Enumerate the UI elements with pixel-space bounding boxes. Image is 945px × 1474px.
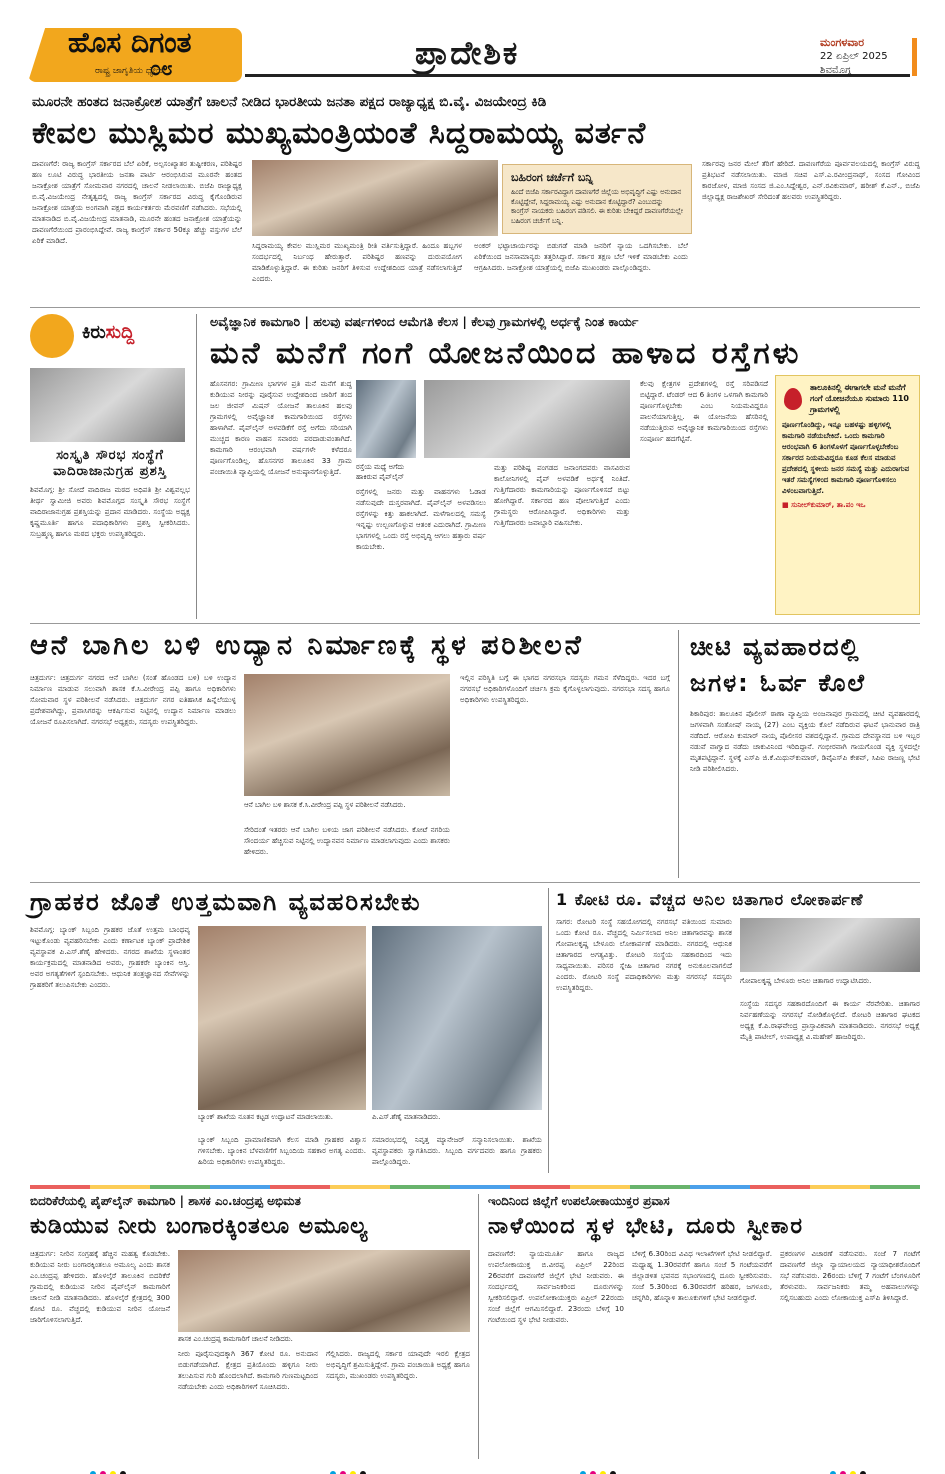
story2-photo-signboard xyxy=(356,380,416,458)
section-title: ಪ್ರಾದೇಶಿಕ xyxy=(415,34,520,72)
masthead xyxy=(0,0,945,90)
kiru-suddi-icon xyxy=(30,314,74,358)
story2-col3-text: ಮತ್ತು ಪರಿಶಿಷ್ಟ ಪಂಗಡದ ಜನಾಂಗದವರು ವಾಸವಿರುವ ಕಾಲೋನಿಗಳಲ್ಲಿ ಪೈಪ್ ಅಳವಡಿಕೆ ಅರ್ಧಕ್ಕೆ ನಿಂತಿದೆ. ಗುತ್ತಿಗೆದಾರರು ಕಾಮಗಾರಿಯನ್ನು ಪೂರ್ಣಗೊಳಿಸದೆ ಬಿಟ್ಟು ಹೋಗಿದ್ದಾರೆ. ಸರ್ಕಾರದ ಹಣ ಪೋಲಾಗುತ್ತಿದೆ ಎಂದು ಗ್ರಾಮಸ್ಥರು ಆರೋಪಿಸಿದ್ದಾರೆ. ಅಧಿಕಾರಿಗಳು ಮತ್ತು ಗುತ್ತಿಗೆದಾರರು ಜವಾಬ್ದಾರಿ ವಹಿಸಬೇಕು. xyxy=(494,463,630,527)
story2-col4-text: ಕೆಲವು ಕ್ಷೇತ್ರಗಳ ಪ್ರದೇಶಗಳಲ್ಲಿ ರಸ್ತೆ ಸರಿಪಡಿಸದೆ ಬಿಟ್ಟಿದ್ದಾರೆ. ಟೆಂಡರ್ ಆದ 6 ತಿಂಗಳ ಒಳಗಾಗಿ ಕಾಮಗಾರಿ ಪೂರ್ಣಗೊಳ್ಳಬೇಕು ಎಂಬ ನಿಯಮವಿದ್ದರೂ ಪಾಲನೆಯಾಗುತ್ತಿಲ್ಲ. ಈ ಯೋಜನೆಯ ಹೆಸರಿನಲ್ಲಿ ನಡೆಯುತ್ತಿರುವ ಅವೈಜ್ಞಾನಿಕ ಕಾಮಗಾರಿಯಿಂದ ರಸ್ತೆಗಳು ಸಂಪೂರ್ಣ ಹದಗೆಟ್ಟಿವೆ. xyxy=(640,379,768,443)
story3-photo-caption: ಆನೆ ಬಾಗಿಲ ಬಳಿ ಶಾಸಕ ಕೆ.ಸಿ.ವೀರೇಂದ್ರ ಪಪ್ಪಿ ಸ್ಥಳ ಪರಿಶೀಲನೆ ನಡೆಸಿದರು. xyxy=(244,801,406,809)
story1-col4-text: ಸರ್ಕಾರವು ಜನರ ಮೇಲೆ ತೆರಿಗೆ ಹೇರಿದೆ. ದಾವಣಗೆರೆಯ ಪೂರ್ವವಲಯದಲ್ಲಿ ಕಾಂಗ್ರೆಸ್ ವಿರುದ್ಧ ಪ್ರತಿಭಟನೆ ನಡೆಸಲಾಯಿತು. ಮಾಜಿ ಸಚಿವ ಎಸ್.ಎ.ರವೀಂದ್ರನಾಥ್, ಸಂಸದ ಗೋವಿಂದ ಕಾರಜೋಳ, ಮಾಜಿ ಸಂಸದ ಜಿ.ಎಂ.ಸಿದ್ದೇಶ್ವರ, ಎನ್.ರವಿಕುಮಾರ್, ಹರೀಶ್ ಕೆ.ಎನ್., ಬಿಜೆಪಿ ಜಿಲ್ಲಾಧ್ಯಕ್ಷ ರಾಜಶೇಖರ್ ಸೇರಿದಂತೆ ಹಲವರು ಉಪಸ್ಥಿತರಿದ್ದರು. xyxy=(702,159,920,201)
story5-photo-a xyxy=(198,926,366,1110)
column-divider xyxy=(196,314,197,619)
sidebar-author: ■ ಸುನೀಲ್‌ಕುಮಾರ್, ತಾ.ಪಂ ಇಒ xyxy=(782,500,866,509)
story7-col2-text: ನೀರು ಪೂರೈಸುವುದಕ್ಕಾಗಿ 367 ಕೋಟಿ ರೂ. ಅನುದಾನ ಬಿಡುಗಡೆಯಾಗಿದೆ. ಕ್ಷೇತ್ರದ ಪ್ರತಿಯೊಂದು ಹಳ್ಳಿಗೂ ನೀರು ತಲುಪಿಸುವ ಗುರಿ ಹೊಂದಲಾಗಿದೆ. ಕಾಮಗಾರಿ ಗುಣಮಟ್ಟದಿಂದ ನಡೆಯಬೇಕು ಎಂದು ಅಧಿಕಾರಿಗಳಿಗೆ ಸೂಚಿಸಿದರು. xyxy=(178,1349,318,1391)
story6-photo-caption: ಗೋಪಾಲಕೃಷ್ಣ ಬೇಳೂರು ಅನಿಲ ಚಿತಾಗಾರ ಉದ್ಘಾಟಿಸಿದರು. xyxy=(740,977,872,985)
story4-body-text: ಶಿಕಾರಿಪುರ: ತಾಲೂಕಿನ ಪೊಲೀಸ್ ಠಾಣಾ ವ್ಯಾಪ್ತಿಯ ಅಂಜನಾಪುರ ಗ್ರಾಮದಲ್ಲಿ ಚೀಟಿ ವ್ಯವಹಾರದಲ್ಲಿ ಜಗಳವಾಗಿ ಸಂತೋಷ್ ನಾಯ್ಕ (27) ಎಂಬ ವ್ಯಕ್ತಿಯ ಕೊಲೆ ನಡೆದಿರುವ ಘಟನೆ ಭಾನುವಾರ ರಾತ್ರಿ ನಡೆದಿದೆ. ಆರೋಪಿ ಕುಮಾರ್ ನಾಯ್ಕ ಪೊಲೀಸರ ವಶದಲ್ಲಿದ್ದಾನೆ. ಗ್ರಾಮದ ದೇವಸ್ಥಾನದ ಬಳಿ ಇಬ್ಬರ ನಡುವೆ ವಾಗ್ವಾದ ನಡೆದು ಚಾಕುವಿನಿಂದ ಇರಿದಿದ್ದಾನೆ. ಗಂಭೀರವಾಗಿ ಗಾಯಗೊಂಡ ವ್ಯಕ್ತಿ ಸ್ಥಳದಲ್ಲೇ ಮೃತಪಟ್ಟಿದ್ದಾನೆ. ಸ್ಥಳಕ್ಕೆ ಎಸ್‌ಪಿ ಜಿ.ಕೆ.ಮಿಥುನ್‌ಕುಮಾರ್, ಡಿವೈಎಸ್‌ಪಿ ಕೇಶವ್, ಸಿಪಿಐ ರಾಜಣ್ಣ ಭೇಟಿ ನೀಡಿ ಪರಿಶೀಲಿಸಿದರು. xyxy=(690,709,920,773)
story8-col2 xyxy=(632,1248,772,1458)
edition-city: ಶಿವಮೊಗ್ಗ xyxy=(820,65,852,76)
story6-headline: 1 ಕೋಟಿ ರೂ. ವೆಚ್ಚದ ಅನಿಲ ಚಿತಾಗಾರ ಲೋಕಾರ್ಪಣೆ xyxy=(556,890,864,909)
weekday: ಮಂಗಳವಾರ xyxy=(820,36,865,49)
registration-dots xyxy=(580,1462,640,1470)
story3-headline: ಆನೆ ಬಾಗಿಲ ಬಳಿ ಉದ್ಯಾನ ನಿರ್ಮಾಣಕ್ಕೆ ಸ್ಥಳ ಪರಿಶೀಲನೆ xyxy=(30,630,584,661)
story2-col4 xyxy=(640,378,768,618)
story3-col3 xyxy=(460,672,670,874)
story7-col1-text: ಚಿತ್ರದುರ್ಗ: ನೀರಿನ ಸಂಗ್ರಹಕ್ಕೆ ಹೆಚ್ಚಿನ ಮಹತ್ವ ಕೊಡಬೇಕು. ಕುಡಿಯುವ ನೀರು ಬಂಗಾರಕ್ಕಿಂತಲೂ ಅಮೂಲ್ಯ ಎಂದು ಶಾಸಕ ಎಂ.ಚಂದ್ರಪ್ಪ ಹೇಳಿದರು. ಹೊಳಲ್ಕೆರೆ ತಾಲೂಕಿನ ಬಿದರಿಕೆರೆ ಗ್ರಾಮದಲ್ಲಿ ಕುಡಿಯುವ ನೀರಿನ ಪೈಪ್‌ಲೈನ್ ಕಾಮಗಾರಿಗೆ ಚಾಲನೆ ನೀಡಿ ಮಾತನಾಡಿದರು. ಹೊಳಲ್ಕೆರೆ ಕ್ಷೇತ್ರದಲ್ಲಿ 300 ಕೋಟಿ ರೂ. ವೆಚ್ಚದಲ್ಲಿ ಕುಡಿಯುವ ನೀರಿನ ಯೋಜನೆ ಜಾರಿಗೊಳಿಸಲಾಗುತ್ತಿದೆ. xyxy=(30,1249,170,1324)
story1-headline: ಕೇವಲ ಮುಸ್ಲಿಮರ ಮುಖ್ಯಮಂತ್ರಿಯಂತೆ ಸಿದ್ದರಾಮಯ್ಯ ವರ್ತನೆ xyxy=(32,116,647,151)
story4-headline-line1: ಚೀಟಿ ವ್ಯವಹಾರದಲ್ಲಿ xyxy=(690,633,861,661)
story5-col1-text: ಶಿವಮೊಗ್ಗ: ಬ್ಯಾಂಕ್ ಸಿಬ್ಬಂದಿ ಗ್ರಾಹಕರ ಜೊತೆ ಉತ್ತಮ ಬಾಂಧವ್ಯ ಇಟ್ಟುಕೊಂಡು ವ್ಯವಹರಿಸಬೇಕು ಎಂದು ಕರ್ಣಾಟಕ ಬ್ಯಾಂಕ್ ಪ್ರಾದೇಶಿಕ ವ್ಯವಸ್ಥಾಪಕ ಪಿ.ಎಸ್.ಶೆಣೈ ಹೇಳಿದರು. ನಗರದ ಶಾಖೆಯ ಸ್ಥಳಾಂತರ ಕಾರ್ಯಕ್ರಮದಲ್ಲಿ ಮಾತನಾಡಿದ ಅವರು, ಗ್ರಾಹಕರೇ ಬ್ಯಾಂಕಿನ ಆಸ್ತಿ. ಅವರ ಅಗತ್ಯತೆಗಳಿಗೆ ಸ್ಪಂದಿಸಬೇಕು. ಆಧುನಿಕ ತಂತ್ರಜ್ಞಾನದ ಸೇವೆಗಳನ್ನು ಗ್ರಾಹಕರಿಗೆ ತಲುಪಿಸಬೇಕು ಎಂದರು. xyxy=(30,925,190,989)
story2-col2 xyxy=(356,486,486,618)
story3-col1 xyxy=(30,672,236,874)
story2-sidebar xyxy=(775,375,920,615)
story7-kicker: ಬಿದರಿಕೆರೆಯಲ್ಲಿ ಪೈಪ್‌ಲೈನ್ ಕಾಮಗಾರಿ | ಶಾಸಕ ಎಂ.ಚಂದ್ರಪ್ಪ ಅಭಿಮತ xyxy=(30,1194,301,1208)
story4-headline-line2: ಜಗಳ: ಓರ್ವ ಕೊಲೆ xyxy=(690,669,867,697)
issue-date: 22 ಏಪ್ರಿಲ್ 2025 xyxy=(820,51,888,62)
registration-dots xyxy=(830,1462,890,1470)
section-stripe xyxy=(30,1185,920,1189)
column-divider xyxy=(548,888,549,1173)
story6-col1 xyxy=(556,916,732,1168)
story5-col2-text: ಬ್ಯಾಂಕ್ ಸಿಬ್ಬಂದಿ ಪ್ರಾಮಾಣಿಕವಾಗಿ ಕೆಲಸ ಮಾಡಿ ಗ್ರಾಹಕರ ವಿಶ್ವಾಸ ಗಳಿಸಬೇಕು. ಬ್ಯಾಂಕಿನ ಬೆಳವಣಿಗೆಗೆ ಸಿಬ್ಬಂದಿಯ ಸಹಕಾರ ಅಗತ್ಯ ಎಂದರು. ಹಿರಿಯ ಅಧಿಕಾರಿಗಳು ಉಪಸ್ಥಿತರಿದ್ದರು. xyxy=(198,1135,366,1166)
kiru-suddi-body xyxy=(30,484,190,616)
kiru-suddi-headline: ಸಂಸ್ಕೃತಿ ಸೌರಭ ಸಂಸ್ಥೆಗೆ ವಾದಿರಾಜಾನುಗ್ರಹ ಪ್ರಶಸ್ತಿ xyxy=(53,448,167,479)
story7-col2 xyxy=(178,1348,318,1458)
story1-col2-text: ಸಿದ್ದರಾಮಯ್ಯ ಕೇವಲ ಮುಸ್ಲಿಮರ ಮುಖ್ಯಮಂತ್ರಿ ರೀತಿ ವರ್ತಿಸುತ್ತಿದ್ದಾರೆ. ಹಿಂದೂ ಹಬ್ಬಗಳ ಸಂದರ್ಭದಲ್ಲಿ ನಿರ್ಬಂಧ ಹೇರುತ್ತಾರೆ. ಪರಿಶಿಷ್ಟರ ಹಣವನ್ನು ದುರುಪಯೋಗ ಮಾಡಿಕೊಳ್ಳುತ್ತಿದ್ದಾರೆ. ಈ ಕುರಿತು ಜನರಿಗೆ ತಿಳಿಸುವ ಉದ್ದೇಶದಿಂದ ಯಾತ್ರೆ ನಡೆಸಲಾಗುತ್ತಿದೆ ಎಂದರು. xyxy=(252,241,462,283)
story2-kicker: ಅವೈಜ್ಞಾನಿಕ ಕಾಮಗಾರಿ | ಹಲವು ವರ್ಷಗಳಿಂದ ಆಮೆಗತಿ ಕೆಲಸ | ಕೆಲವು ಗ್ರಾಮಗಳಲ್ಲಿ ಅರ್ಧಕ್ಕೆ ನಿಂತ ಕಾರ್ಯ xyxy=(210,314,639,329)
accent-bar xyxy=(912,38,917,76)
story6-col1-text: ಸಾಗರ: ರೋಟರಿ ಸಂಸ್ಥೆ ಸಹಯೋಗದಲ್ಲಿ ನಗರಸಭೆ ವತಿಯಿಂದ ಸುಮಾರು ಒಂದು ಕೋಟಿ ರೂ. ವೆಚ್ಚದಲ್ಲಿ ನಿರ್ಮಿಸಲಾದ ಅನಿಲ ಚಿತಾಗಾರವನ್ನು ಶಾಸಕ ಗೋಪಾಲಕೃಷ್ಣ ಬೇಳೂರು ಲೋಕಾರ್ಪಣೆ ಮಾಡಿದರು. ನಗರದಲ್ಲಿ ಆಧುನಿಕ ಚಿತಾಗಾರದ ಅಗತ್ಯವಿತ್ತು. ರೋಟರಿ ಸಂಸ್ಥೆಯ ಸಹಕಾರದಿಂದ ಇದು ಸಾಧ್ಯವಾಯಿತು. ಪರಿಸರ ಸ್ನೇಹಿ ಚಿತಾಗಾರ ನಗರಕ್ಕೆ ಅನುಕೂಲವಾಗಲಿದೆ ಎಂದರು. ರೋಟರಿ ಸಂಸ್ಥೆ ಪದಾಧಿಕಾರಿಗಳು ಮತ್ತು ನಗರಸಭೆ ಸದಸ್ಯರು ಉಪಸ್ಥಿತರಿದ್ದರು. xyxy=(556,917,732,992)
callout-body: ಹಿಂದೆ ಬಿಜೆಪಿ ಸರ್ಕಾರವಿದ್ದಾಗ ದಾವಣಗೆರೆ ಜಿಲ್ಲೆಯ ಅಭಿವೃದ್ಧಿಗೆ ಎಷ್ಟು ಅನುದಾನ ಕೊಟ್ಟಿದ್ದೇವೆ, ಸಿದ್ದರಾಮಯ್ಯ ಎಷ್ಟು ಅನುದಾನ ಕೊಟ್ಟಿದ್ದಾರೆ? ಎಂಬುದನ್ನು ಕಾಂಗ್ರೆಸ್ ನಾಯಕರು ಬಹಿರಂಗ ಪಡಿಸಲಿ. ಈ ಕುರಿತು ಬೇಕಿದ್ದರೆ ದಾವಣಗೆರೆಯಲ್ಲೇ ಬಹಿರಂಗ ಚರ್ಚೆಗೆ ಬನ್ನಿ. xyxy=(511,188,683,225)
story2-photo-road xyxy=(424,380,630,458)
story7-photo xyxy=(178,1250,470,1332)
story5-photo-caption-a: ಬ್ಯಾಂಕ್ ಶಾಖೆಯ ನೂತನ ಕಟ್ಟಡ ಉದ್ಘಾಟನೆ ಮಾಡಲಾಯಿತು. xyxy=(198,1113,333,1121)
story1-photo xyxy=(252,160,498,236)
story8-headline: ನಾಳೆಯಿಂದ ಸ್ಥಳ ಭೇಟಿ, ದೂರು ಸ್ವೀಕಾರ xyxy=(488,1214,805,1239)
story1-col4 xyxy=(702,158,920,303)
story2-col2-text: ರಸ್ತೆಗಳಲ್ಲಿ ಜನರು ಮತ್ತು ವಾಹನಗಳು ಓಡಾಡ ನಡೆಸುವುದೇ ದುಸ್ತರವಾಗಿದೆ. ಪೈಪ್‌ಲೈನ್ ಅಳವಡಿಸಲು ರಸ್ತೆಗಳನ್ನು ಕಿತ್ತು ಹಾಕಲಾಗಿದೆ. ಮಳೆಗಾಲದಲ್ಲಿ ಸಮಸ್ಯೆ ಇನ್ನಷ್ಟು ಉಲ್ಬಣಗೊಳ್ಳುವ ಆತಂಕ ಎದುರಾಗಿದೆ. ಗ್ರಾಮೀಣ ಭಾಗಗಳಲ್ಲಿ ಒಂದು ರಸ್ತೆ ಅಭಿವೃದ್ಧಿ ಆಗಲು ಹತ್ತಾರು ವರ್ಷ ಕಾಯಬೇಕು. xyxy=(356,487,486,551)
story3-col2-text: ಸೇರಿದಂತೆ ಇತರರು ಆನೆ ಬಾಗಿಲ ಬಳಿಯ ಜಾಗ ಪರಿಶೀಲನೆ ನಡೆಸಿದರು. ಕೋಟೆ ನಗರಿಯ ಸೌಂದರ್ಯ ಹೆಚ್ಚಿಸುವ ನಿಟ್ಟಿನಲ್ಲಿ ಉದ್ಯಾನವನ ನಿರ್ಮಾಣ ಮಾಡಲಾಗುವುದು ಎಂದು ಶಾಸಕರು ಹೇಳಿದರು. xyxy=(244,825,450,856)
story7-col3-text: ಗೆಲ್ಲಿಸಿದರು. ರಾಜ್ಯದಲ್ಲಿ ಸರ್ಕಾರ ಯಾವುದೇ ಇರಲಿ ಕ್ಷೇತ್ರದ ಅಭಿವೃದ್ಧಿಗೆ ಶ್ರಮಿಸುತ್ತಿದ್ದೇನೆ. ಗ್ರಾಮ ಪಂಚಾಯಿತಿ ಅಧ್ಯಕ್ಷೆ ಹಾಗೂ ಸದಸ್ಯರು, ಮುಖಂಡರು ಉಪಸ್ಥಿತರಿದ್ದರು. xyxy=(326,1349,470,1380)
story1-col3-text: ಅಂಕರ್‌ ಭಟ್ಟಾಚಾರ್ಯರನ್ನು ಬಿಡುಗಡೆ ಮಾಡಿ ಜನರಿಗೆ ನ್ಯಾಯ ಒದಗಿಸಬೇಕು. ಬೆಲೆ ಏರಿಕೆಯಿಂದ ಜನಸಾಮಾನ್ಯರು ತತ್ತರಿಸಿದ್ದಾರೆ. ಸರ್ಕಾರ ತಕ್ಷಣ ಬೆಲೆ ಇಳಿಕೆ ಮಾಡಬೇಕು ಎಂದು ಆಗ್ರಹಿಸಿದರು. ಜನಾಕ್ರೋಶ ಯಾತ್ರೆಯಲ್ಲಿ ಬಿಜೆಪಿ ಮುಖಂಡರು ಪಾಲ್ಗೊಂಡಿದ್ದರು. xyxy=(474,241,688,272)
story2-col1 xyxy=(210,378,352,618)
story5-col3-text: ಸಮಾರಂಭದಲ್ಲಿ ನಿವೃತ್ತ ಮ್ಯಾನೇಜರ್ ಸನ್ಮಾನಿಸಲಾಯಿತು. ಶಾಖೆಯ ವ್ಯವಸ್ಥಾಪಕರು ಸ್ವಾಗತಿಸಿದರು. ಸಿಬ್ಬಂದಿ ವರ್ಗದವರು ಹಾಗೂ ಗ್ರಾಹಕರು ಪಾಲ್ಗೊಂಡಿದ್ದರು. xyxy=(372,1135,542,1166)
story8-col2-text: ಬೆಳಿಗ್ಗೆ 6.30ರಿಂದ ವಿವಿಧ ಇಲಾಖೆಗಳಿಗೆ ಭೇಟಿ ನೀಡಲಿದ್ದಾರೆ. ಮಧ್ಯಾಹ್ನ 1.30ರವರೆಗೆ ಹಾಗೂ ಸಂಜೆ 5 ಗಂಟೆಯವರೆಗೆ ಜಿಲ್ಲಾಡಳಿತ ಭವನದ ಸಭಾಂಗಣದಲ್ಲಿ ದೂರು ಸ್ವೀಕರಿಸುವರು. ಸಂಜೆ 5.30ರಿಂದ 6.30ರವರೆಗೆ ಹರಿಹರ, ಜಗಳೂರು, ಚನ್ನಗಿರಿ, ಹೊನ್ನಾಳಿ ತಾಲೂಕುಗಳಿಗೆ ಭೇಟಿ ನೀಡಲಿದ್ದಾರೆ. xyxy=(632,1249,772,1302)
story7-headline: ಕುಡಿಯುವ ನೀರು ಬಂಗಾರಕ್ಕಿಂತಲೂ ಅಮೂಲ್ಯ xyxy=(30,1214,369,1239)
story2-headline: ಮನೆ ಮನೆಗೆ ಗಂಗೆ ಯೋಜನೆಯಿಂದ ಹಾಳಾದ ರಸ್ತೆಗಳು xyxy=(210,336,802,371)
story2-photo-caption: ರಸ್ತೆಯ ಮಧ್ಯೆ ಅಗೆದು ಹಾಕಿರುವ ಪೈಪ್‌ಲೈನ್ xyxy=(356,463,405,481)
story6-col2-text: ಸಂಸ್ಥೆಯ ಸದಸ್ಯರ ಸಹಕಾರದೊಂದಿಗೆ ಈ ಕಾರ್ಯ ನೆರವೇರಿತು. ಚಿತಾಗಾರ ನಿರ್ವಹಣೆಯನ್ನು ನಗರಸಭೆ ನೋಡಿಕೊಳ್ಳಲಿದೆ. ರೋಟರಿ ಚಿತಾಗಾರ ಘಟಕದ ಅಧ್ಯಕ್ಷ ಕೆ.ಪಿ.ರಾಘವೇಂದ್ರ ಪ್ರಾಸ್ತಾವಿಕವಾಗಿ ಮಾತನಾಡಿದರು. ನಗರಸಭೆ ಅಧ್ಯಕ್ಷೆ ಮೈತ್ರಿ ಪಾಟೀಲ್, ಉಪಾಧ್ಯಕ್ಷ ವಿ.ಮಹೇಶ್ ಹಾಜರಿದ್ದರು. xyxy=(740,999,920,1041)
story3-col2 xyxy=(244,824,450,874)
kiru-label-b: ಸುದ್ದಿ xyxy=(105,322,135,343)
story6-photo xyxy=(740,918,920,972)
kiru-suddi-badge xyxy=(30,314,185,358)
story8-col3-text: ಪ್ರಕರಣಗಳ ವಿಚಾರಣೆ ನಡೆಸುವರು. ಸಂಜೆ 7 ಗಂಟೆಗೆ ದಾವಣಗೆರೆ ಜಿಲ್ಲಾ ನ್ಯಾಯಾಲಯದ ನ್ಯಾಯಾಧೀಶರೊಂದಿಗೆ ಸಭೆ ನಡೆಸುವರು. 26ರಂದು ಬೆಳಿಗ್ಗೆ 7 ಗಂಟೆಗೆ ಬೆಂಗಳೂರಿಗೆ ತೆರಳುವರು. ಸಾರ್ವಜನಿಕರು ತಮ್ಮ ಅಹವಾಲುಗಳನ್ನು ಸಲ್ಲಿಸಬಹುದು ಎಂದು ಲೋಕಾಯುಕ್ತ ಎಸ್‌ಪಿ ತಿಳಿಸಿದ್ದಾರೆ. xyxy=(780,1249,920,1302)
kiru-suddi-photo xyxy=(30,368,185,442)
story8-kicker: ಇಂದಿನಿಂದ ಜಿಲ್ಲೆಗೆ ಉಪಲೋಕಾಯುಕ್ತರ ಪ್ರವಾಸ xyxy=(488,1194,670,1208)
masthead-rule xyxy=(245,74,910,77)
story1-col1-text: ದಾವಣಗೆರೆ: ರಾಜ್ಯ ಕಾಂಗ್ರೆಸ್ ಸರ್ಕಾರದ ಬೆಲೆ ಏರಿಕೆ, ಅಲ್ಪಸಂಖ್ಯಾತರ ತುಷ್ಟೀಕರಣ, ಪರಿಶಿಷ್ಟರ ಹಣ ಲೂಟಿ ವಿರುದ್ಧ ಭಾರತೀಯ ಜನತಾ ಪಾರ್ಟಿ ಆರಂಭಿಸಿರುವ ಮೂರನೇ ಹಂತದ ಜನಾಕ್ರೋಶ ಯಾತ್ರೆಗೆ ಸೋಮವಾರ ನಗರದಲ್ಲಿ ಚಾಲನೆ ನೀಡಲಾಯಿತು. ಬಿಜೆಪಿ ರಾಜ್ಯಾಧ್ಯಕ್ಷ ಬಿ.ವೈ.ವಿಜಯೇಂದ್ರ ನೇತೃತ್ವದಲ್ಲಿ ರಾಜ್ಯ ಕಾಂಗ್ರೆಸ್ ಸರ್ಕಾರದ ವಿರುದ್ಧ ಕೈಗೊಂಡಿರುವ ಜನಾಕ್ರೋಶ ಯಾತ್ರೆಯ ಅಂಗವಾಗಿ ಪಕ್ಷದ ಕಾರ್ಯಕರ್ತರು ಮೆರವಣಿಗೆ ನಡೆಸಿದರು. ಸಭೆಯಲ್ಲಿ ಮಾತನಾಡಿದ ಬಿ.ವೈ.ವಿಜಯೇಂದ್ರ ಮಾತನಾಡಿ, ಮೂರನೇ ಹಂತದ ಜನಾಕ್ರೋಶ ಯಾತ್ರೆಯನ್ನು ದಾವಣಗೆರೆಯಿಂದ ಪ್ರಾರಂಭಿಸಿದ್ದೇವೆ. ರಾಜ್ಯ ಕಾಂಗ್ರೆಸ್ ಸರ್ಕಾರ 50ಕ್ಕೂ ಹೆಚ್ಚು ವಸ್ತುಗಳ ಬೆಲೆ ಏರಿಕೆ ಮಾಡಿದೆ. xyxy=(32,159,242,245)
story8-col3 xyxy=(780,1248,920,1458)
story4-body xyxy=(690,708,920,874)
story1-callout xyxy=(502,164,692,234)
story3-col3-text: ಇಲ್ಲಿನ ಪರಿಸ್ಥಿತಿ ಬಗ್ಗೆ ಈ ಭಾಗದ ನಗರಸಭಾ ಸದಸ್ಯರು ಗಮನ ಸೆಳೆದಿದ್ದರು. ಇದರ ಬಗ್ಗೆ ನಗರಸಭೆ ಅಧಿಕಾರಿಗಳೊಂದಿಗೆ ಚರ್ಚಿಸಿ ಕ್ರಮ ಕೈಗೊಳ್ಳಲಾಗುವುದು. ನಗರಸಭಾ ಸದಸ್ಯ ಹಾಗೂ ಅಧಿಕಾರಿಗಳು ಉಪಸ್ಥಿತರಿದ್ದರು. xyxy=(460,673,670,704)
story7-col3 xyxy=(326,1348,470,1458)
kiru-suddi-body-text: ಶಿವಮೊಗ್ಗ: ಶ್ರೀ ಸೋದೆ ವಾದಿರಾಜ ಮಠದ ಅಧಿಪತಿ ಶ್ರೀ ವಿಶ್ವವಲ್ಲಭ ತೀರ್ಥ ಸ್ವಾಮೀಜಿ ಅವರು ಶಿವಮೊಗ್ಗದ ಸಂಸ್ಕೃತಿ ಸೌರಭ ಸಂಸ್ಥೆಗೆ ವಾದಿರಾಜಾನುಗ್ರಹ ಪ್ರಶಸ್ತಿಯನ್ನು ಪ್ರದಾನ ಮಾಡಿದರು. ಸಂಸ್ಥೆಯ ಅಧ್ಯಕ್ಷ ಕೃಷ್ಣಮೂರ್ತಿ ಹಾಗೂ ಪದಾಧಿಕಾರಿಗಳು ಪ್ರಶಸ್ತಿ ಸ್ವೀಕರಿಸಿದರು. ಸುಬ್ರಹ್ಮಣ್ಯ ಹಾಗೂ ಮಠದ ಭಕ್ತರು ಉಪಸ್ಥಿತರಿದ್ದರು. xyxy=(30,485,190,538)
story3-photo xyxy=(244,674,450,796)
registration-dots xyxy=(330,1462,390,1470)
story3-col1-text: ಚಿತ್ರದುರ್ಗ: ಚಿತ್ರದುರ್ಗ ನಗರದ ಆನೆ ಬಾಗಿಲ (ಸಂತೆ ಹೊಂಡದ ಬಳಿ) ಬಳಿ ಉದ್ಯಾನ ನಿರ್ಮಾಣ ಮಾಡುವ ಸಲುವಾಗಿ ಶಾಸಕ ಕೆ.ಸಿ.ವೀರೇಂದ್ರ ಪಪ್ಪಿ ಹಾಗೂ ಅಧಿಕಾರಿಗಳು ಸೋಮವಾರ ಸ್ಥಳ ಪರಿಶೀಲನೆ ನಡೆಸಿದರು. ಚಿತ್ರದುರ್ಗ ನಗರ ಐತಿಹಾಸಿಕ ಹಿನ್ನೆಲೆಯುಳ್ಳ ಪ್ರದೇಶವಾಗಿದ್ದು, ಪ್ರವಾಸಿಗರನ್ನು ಆಕರ್ಷಿಸುವ ನಿಟ್ಟಿನಲ್ಲಿ ಉದ್ಯಾನ ನಿರ್ಮಾಣ ಮಾಡಲು ಯೋಜನೆ ರೂಪಿಸಲಾಗಿದೆ. ನಗರಸಭೆ ಅಧ್ಯಕ್ಷರು, ಸದಸ್ಯರು ಉಪಸ್ಥಿತರಿದ್ದರು. xyxy=(30,673,236,726)
column-divider xyxy=(478,1194,479,1459)
registration-dots xyxy=(90,1462,150,1470)
story5-col1 xyxy=(30,924,190,1168)
column-divider xyxy=(678,630,679,878)
story5-photo-caption-b: ಪಿ.ಎಸ್.ಶೆಣೈ ಮಾತನಾಡಿದರು. xyxy=(372,1113,441,1121)
story1-col2 xyxy=(252,240,462,302)
water-drop-icon xyxy=(784,388,802,410)
logo-tagline: ರಾಷ್ಟ್ರ ಜಾಗೃತಿಯ ಧ್ಯೇಯ xyxy=(95,66,166,76)
story1-col1 xyxy=(32,158,242,303)
kiru-suddi-label xyxy=(82,322,134,343)
story8-col1-text: ದಾವಣಗೆರೆ: ನ್ಯಾಯಮೂರ್ತಿ ಹಾಗೂ ರಾಜ್ಯದ ಉಪಲೋಕಾಯುಕ್ತ ಬಿ.ವೀರಪ್ಪ ಏಪ್ರಿಲ್ 22ರಿಂದ 26ರವರೆಗೆ ದಾವಣಗೆರೆ ಜಿಲ್ಲೆಗೆ ಭೇಟಿ ನೀಡುವರು. ಈ ಸಂದರ್ಭದಲ್ಲಿ ಸಾರ್ವಜನಿಕರಿಂದ ದೂರುಗಳನ್ನು ಸ್ವೀಕರಿಸಲಿದ್ದಾರೆ. ಉಪಲೋಕಾಯುಕ್ತರು ಏಪ್ರಿಲ್ 22ರಂದು ಸಂಜೆ ಜಿಲ್ಲೆಗೆ ಆಗಮಿಸಲಿದ್ದಾರೆ. 23ರಂದು ಬೆಳಿಗ್ಗೆ 10 ಗಂಟೆಯಿಂದ ಸ್ಥಳ ಭೇಟಿ ನೀಡುವರು. xyxy=(488,1249,624,1324)
sidebar-title: ತಾಲೂಕಿನಲ್ಲಿ ಈಗಾಗಲೇ ಮನೆ ಮನೆಗೆ ಗಂಗೆ ಯೋಜನೆಯೂ ಸುಮಾರು 110 ಗ್ರಾಮಗಳಲ್ಲಿ xyxy=(810,383,909,414)
story1-kicker: ಮೂರನೇ ಹಂತದ ಜನಾಕ್ರೋಶ ಯಾತ್ರೆಗೆ ಚಾಲನೆ ನೀಡಿದ ಭಾರತೀಯ ಜನತಾ ಪಕ್ಷದ ರಾಜ್ಯಾಧ್ಯಕ್ಷ ಬಿ.ವೈ. ವಿಜಯೇಂದ್ರ ಕಿಡಿ xyxy=(32,94,547,110)
kiru-label-a: ಕಿರು xyxy=(82,322,106,343)
page-number: ೦೮ xyxy=(150,56,173,80)
story6-col2 xyxy=(740,998,920,1168)
sidebar-body: ಪೂರ್ಣಗೊಂಡಿದ್ದು, ಇನ್ನೂ ಬಹಳಷ್ಟು ಹಳ್ಳಿಗಳಲ್ಲಿ ಕಾಮಗಾರಿ ನಡೆಯಬೇಕಿದೆ. ಒಂದು ಕಾಮಗಾರಿ ಆರಂಭವಾಗಿ 6 ತಿಂಗಳೊಳಗೆ ಪೂರ್ಣಗೊಳ್ಳಬೇಕೆಂಬ ಸರ್ಕಾರದ ನಿಯಮವಿದ್ದರೂ ಕೂಡ ಕೆಲಸ ಮಾಡುವ ಪ್ರದೇಶದಲ್ಲಿ ಸ್ಥಳೀಯ ಜನರ ಸಮಸ್ಯೆ ಮತ್ತು ಎದುರಾಗುವ ಇತರೆ ಸಮಸ್ಯೆಗಳಿಂದ ಕಾಮಗಾರಿ ಪೂರ್ಣಗೊಳಿಸಲು ವಿಳಂಬವಾಗುತ್ತಿದೆ. xyxy=(782,420,910,495)
story1-col3 xyxy=(474,240,688,302)
story2-col3 xyxy=(494,462,630,618)
divider xyxy=(30,882,920,883)
story7-col1 xyxy=(30,1248,170,1458)
story7-photo-caption: ಶಾಸಕ ಎಂ.ಚಂದ್ರಪ್ಪ ಕಾಮಗಾರಿಗೆ ಚಾಲನೆ ನೀಡಿದರು. xyxy=(178,1335,293,1343)
callout-title: ಬಹಿರಂಗ ಚರ್ಚೆಗೆ ಬನ್ನಿ xyxy=(511,171,593,184)
story8-col1 xyxy=(488,1248,624,1458)
divider xyxy=(30,623,920,624)
story5-headline: ಗ್ರಾಹಕರ ಜೊತೆ ಉತ್ತಮವಾಗಿ ವ್ಯವಹರಿಸಬೇಕು xyxy=(30,888,422,916)
story5-photo-b xyxy=(372,926,542,1110)
story5-col2 xyxy=(198,1134,366,1168)
divider xyxy=(30,307,920,308)
story2-col1-text: ಹೊಸನಗರ: ಗ್ರಾಮೀಣ ಭಾಗಗಳ ಪ್ರತಿ ಮನೆ ಮನೆಗೆ ಶುದ್ಧ ಕುಡಿಯುವ ನೀರನ್ನು ಪೂರೈಸುವ ಉದ್ದೇಶದಿಂದ ಜಾರಿಗೆ ತಂದ ಜಲ ಜೀವನ್ ಮಿಷನ್ ಯೋಜನೆ ತಾಲೂಕಿನ ಹಲವು ಗ್ರಾಮಗಳಲ್ಲಿ ಅವೈಜ್ಞಾನಿಕ ಕಾಮಗಾರಿಯಿಂದ ರಸ್ತೆಗಳು ಹಾಳಾಗಿವೆ. ಪೈಪ್‌ಲೈನ್ ಅಳವಡಿಕೆಗೆ ರಸ್ತೆ ಅಗೆದು ಸರಿಯಾಗಿ ಮುಚ್ಚದ ಕಾರಣ ವಾಹನ ಸವಾರರು ಪರದಾಡುವಂತಾಗಿದೆ. ಕಾಮಗಾರಿ ಆರಂಭವಾಗಿ ವರ್ಷಗಳೇ ಕಳೆದರೂ ಪೂರ್ಣಗೊಂಡಿಲ್ಲ. ಹೊಸನಗರ ತಾಲೂಕಿನ 33 ಗ್ರಾಮ ಪಂಚಾಯಿತಿ ವ್ಯಾಪ್ತಿಯಲ್ಲಿ ಯೋಜನೆ ಅನುಷ್ಠಾನಗೊಳ್ಳುತ್ತಿದೆ. xyxy=(210,379,352,476)
newspaper-logo: ಹೊಸ ದಿಗಂತ xyxy=(68,26,192,59)
story5-col3 xyxy=(372,1134,542,1168)
